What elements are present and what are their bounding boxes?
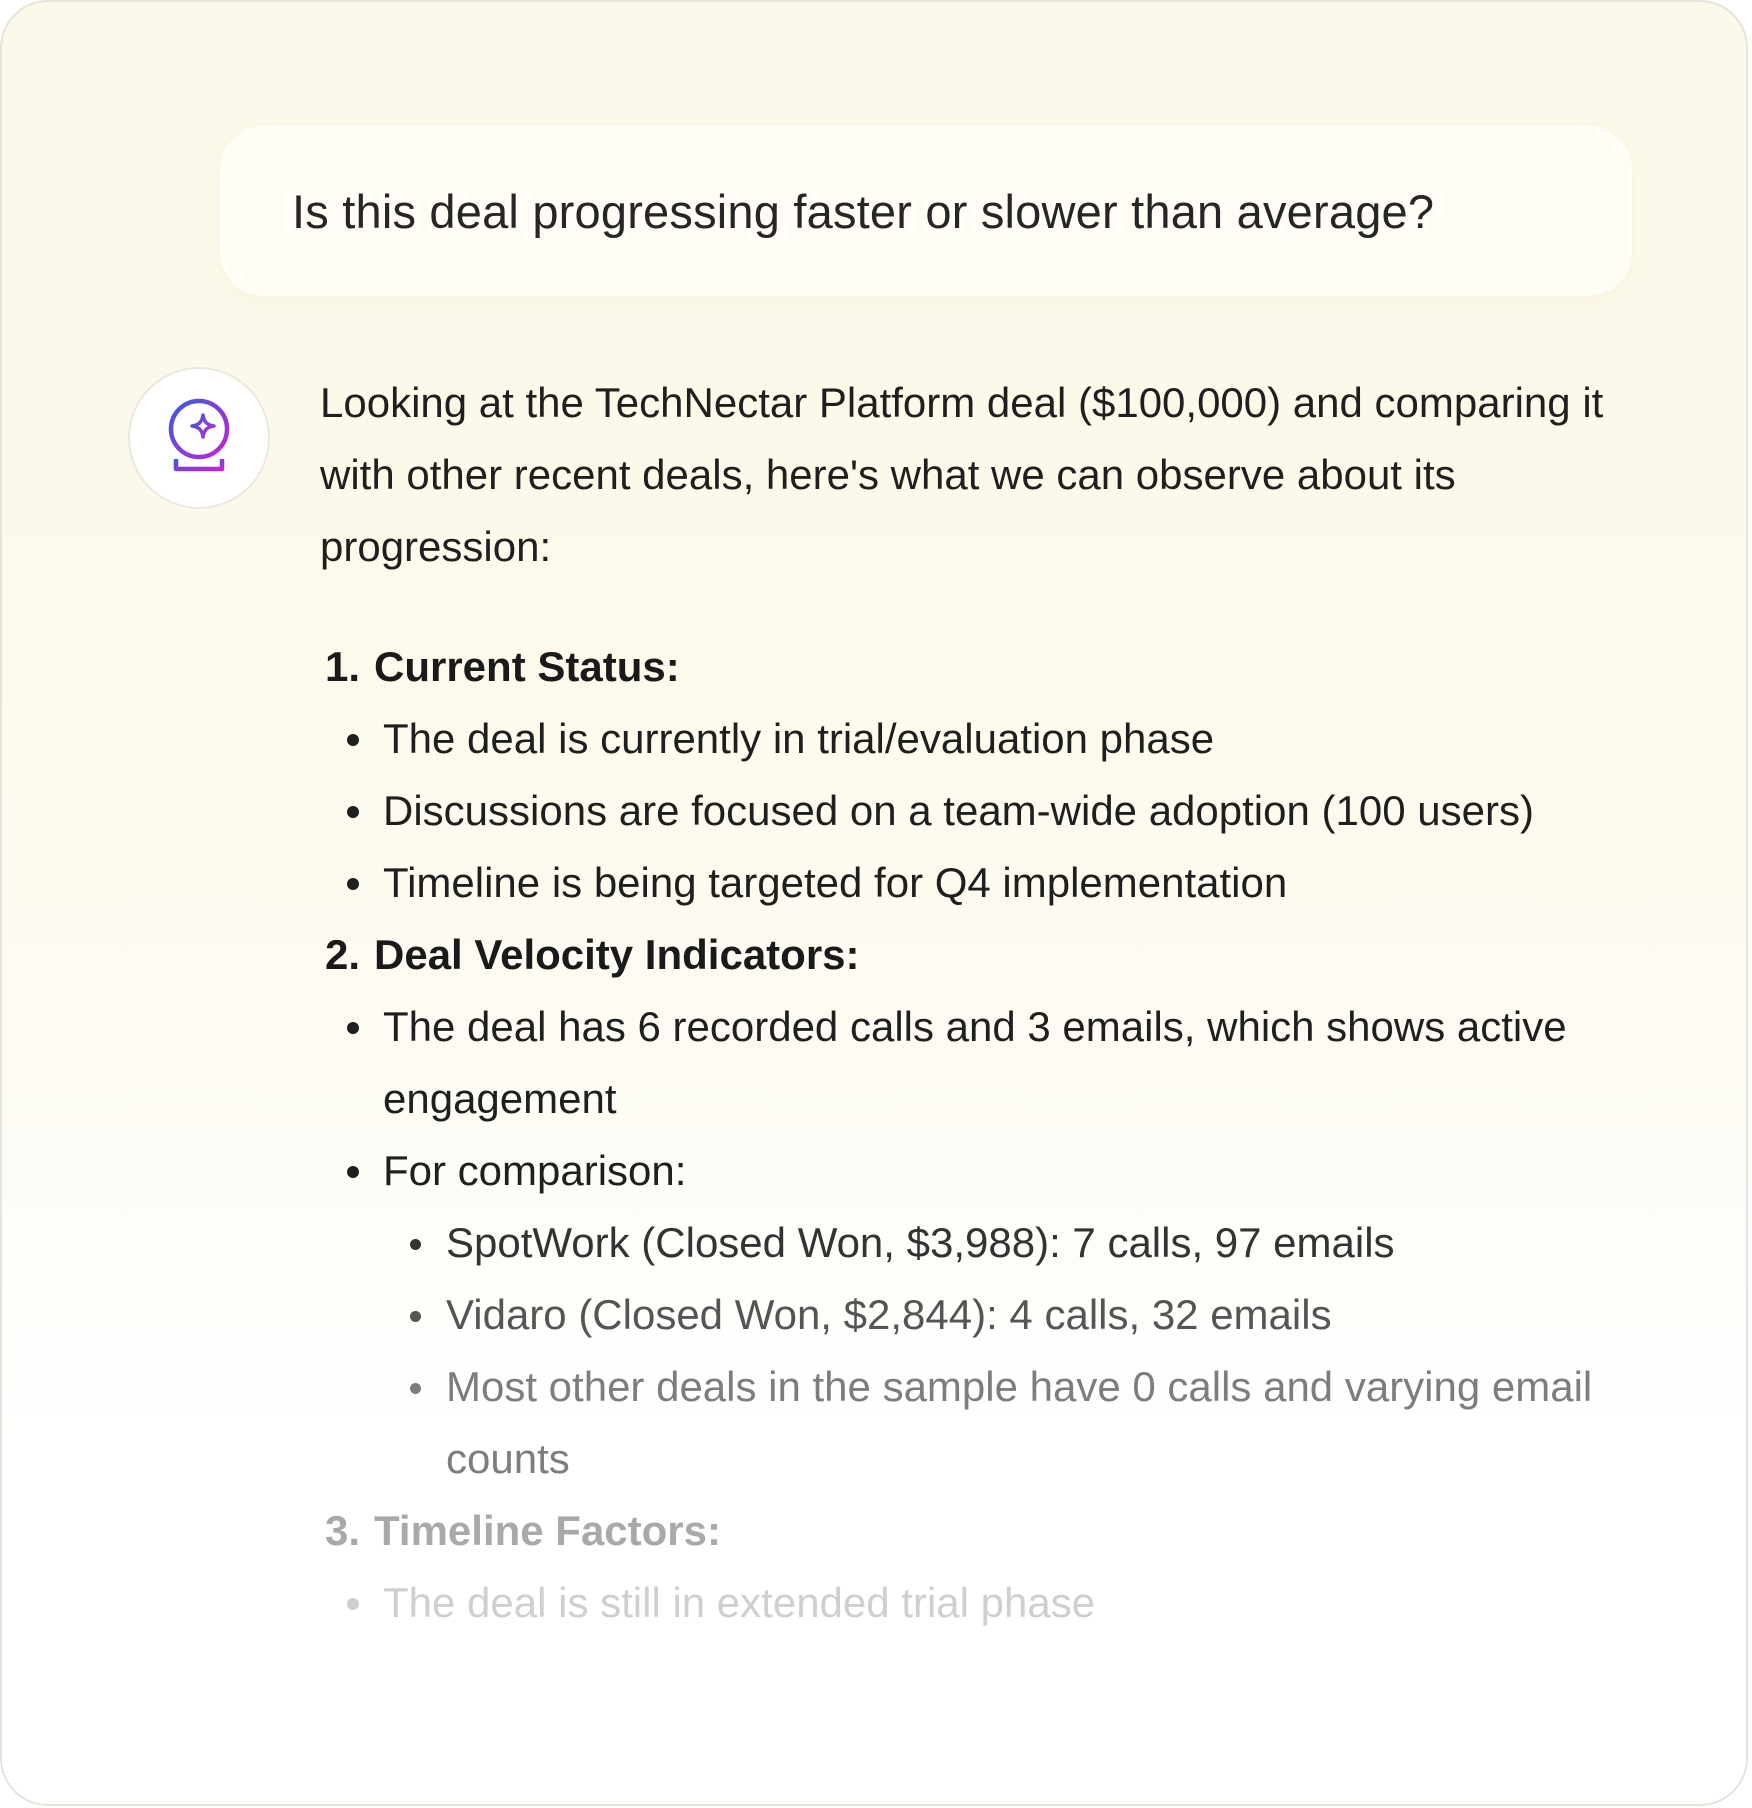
list-item: The deal is still in extended trial phase xyxy=(320,1567,1650,1639)
bullet-list xyxy=(320,991,1650,1207)
list-item: Vidaro (Closed Won, $2,844): 4 calls, 32 emails xyxy=(320,1279,1650,1351)
list-item: The deal is currently in trial/evaluation phase xyxy=(320,703,1650,775)
section-title: Timeline Factors: xyxy=(374,1507,721,1554)
list-item: The deal has 6 recorded calls and 3 emails, which shows active engagement xyxy=(320,991,1650,1135)
sub-bullet-list xyxy=(320,1207,1650,1495)
response-intro: Looking at the TechNectar Platform deal ($100,000) and comparing it with other recent deals, here's what we can observe about its progression: xyxy=(320,379,1604,570)
user-message-bubble xyxy=(220,126,1632,296)
list-item: For comparison: xyxy=(320,1135,1650,1207)
section-number: 1. xyxy=(324,643,360,690)
section-heading-current-status xyxy=(320,631,1650,703)
list-item: Timeline is being targeted for Q4 implementation xyxy=(320,847,1650,919)
crystal-ball-sparkle-icon xyxy=(162,397,236,480)
section-number: 3. xyxy=(324,1507,360,1554)
list-item: Discussions are focused on a team-wide adoption (100 users) xyxy=(320,775,1650,847)
section-number: 2. xyxy=(324,931,360,978)
list-item: Most other deals in the sample have 0 calls and varying email counts xyxy=(320,1351,1650,1495)
assistant-response xyxy=(320,367,1650,1711)
section-heading-deal-velocity xyxy=(320,919,1650,991)
fade-overlay xyxy=(2,1642,1746,1806)
user-message-text: Is this deal progressing faster or slower than average? xyxy=(292,184,1435,238)
assistant-avatar xyxy=(128,367,270,509)
list-item: SpotWork (Closed Won, $3,988): 7 calls, 97 emails xyxy=(320,1207,1650,1279)
section-title: Deal Velocity Indicators: xyxy=(374,931,860,978)
section-title: Current Status: xyxy=(374,643,680,690)
section-heading-timeline-factors xyxy=(320,1495,1650,1567)
bullet-list xyxy=(320,703,1650,919)
